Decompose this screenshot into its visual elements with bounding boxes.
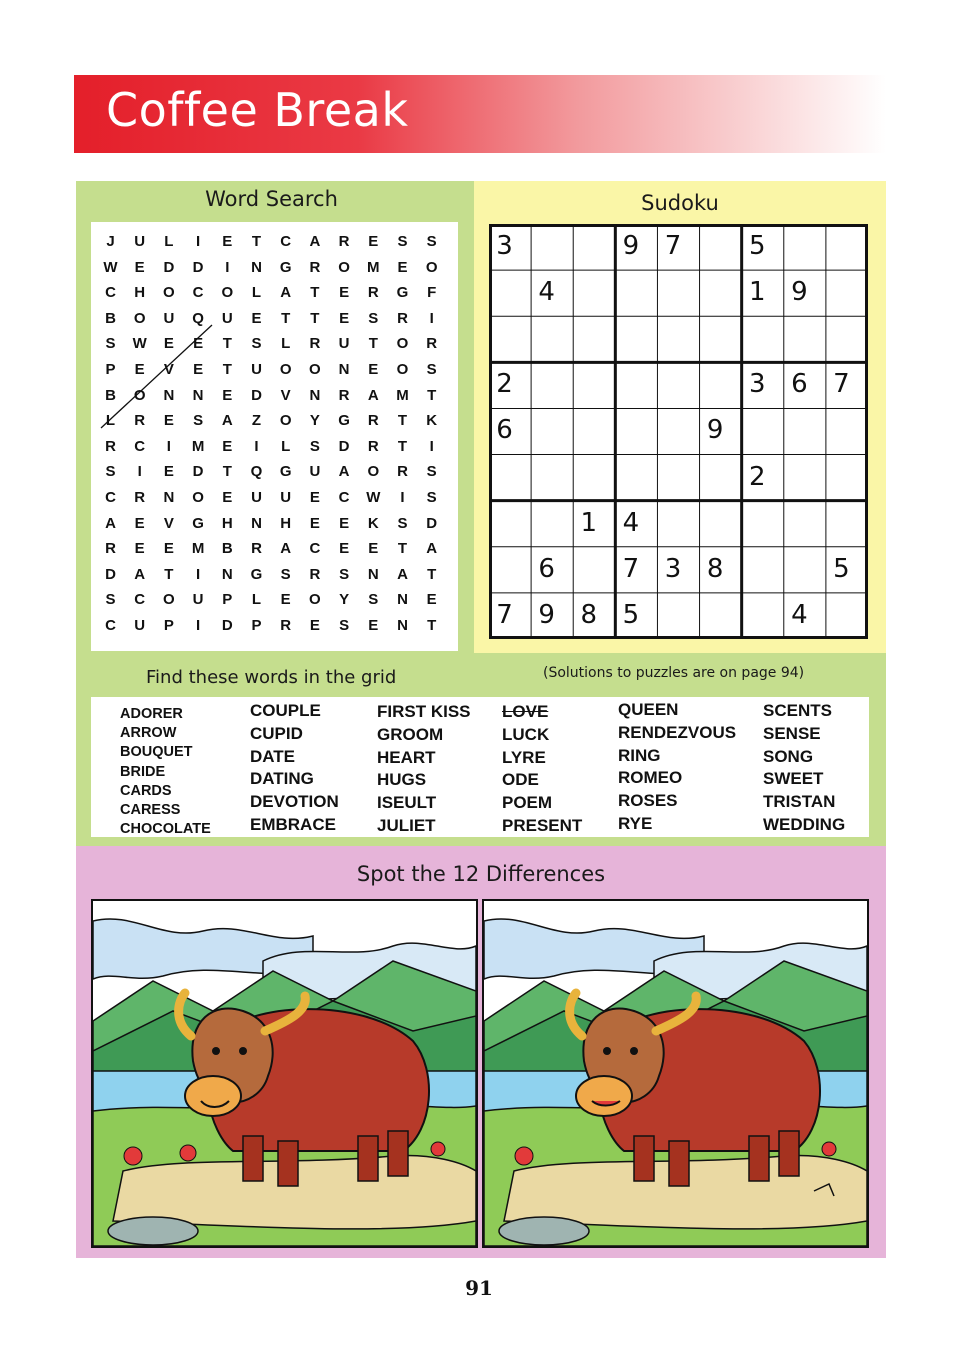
word-search-letter: N bbox=[163, 386, 175, 404]
word-search-letter: Q bbox=[250, 463, 263, 481]
word-search-letter: P bbox=[222, 591, 233, 609]
word-list-item: WEDDING bbox=[763, 814, 846, 834]
word-search-letter: O bbox=[221, 284, 234, 302]
word-search-letter: A bbox=[338, 463, 350, 481]
word-search-letter: E bbox=[134, 361, 145, 378]
word-list-column-6 bbox=[763, 700, 845, 837]
word-search-letter: C bbox=[134, 591, 146, 609]
word-search-letter: R bbox=[397, 309, 408, 327]
word-search-letter: U bbox=[134, 233, 146, 250]
word-list-item: SENSE bbox=[763, 723, 821, 743]
word-search-letter: C bbox=[338, 489, 350, 506]
sudoku-given-digit: 8 bbox=[580, 599, 598, 630]
word-list-item: RYE bbox=[618, 813, 653, 833]
sudoku-given-digit: 5 bbox=[833, 553, 850, 584]
word-search-letter: N bbox=[163, 489, 175, 506]
word-search-letter: E bbox=[134, 514, 145, 532]
word-list-item: RENDEZVOUS bbox=[618, 722, 737, 742]
sudoku-given-digit: 6 bbox=[791, 369, 808, 400]
word-search-letter: R bbox=[367, 437, 379, 455]
word-search-letter: K bbox=[426, 412, 438, 430]
word-list-item: ROMEO bbox=[618, 768, 683, 788]
word-search-letter: Q bbox=[192, 309, 204, 327]
word-search-letter: O bbox=[163, 284, 175, 302]
word-search-letter: A bbox=[134, 565, 146, 583]
word-search-letter: L bbox=[251, 284, 262, 302]
word-search-letter: O bbox=[279, 361, 292, 378]
word-search-letter: S bbox=[105, 335, 116, 353]
word-search-letter: O bbox=[367, 463, 380, 481]
word-search-letter: E bbox=[222, 437, 233, 455]
word-search-letter: T bbox=[222, 463, 232, 481]
word-search-letter: A bbox=[309, 233, 321, 250]
word-search-letter: E bbox=[309, 514, 320, 532]
word-search-letter: G bbox=[396, 284, 409, 302]
word-search-letter: I bbox=[429, 309, 434, 327]
word-search-letter: T bbox=[427, 565, 437, 583]
word-list-item: LYRE bbox=[502, 747, 546, 767]
word-search-letter: O bbox=[133, 386, 146, 404]
word-search-letter: I bbox=[429, 437, 434, 455]
word-search-letter: I bbox=[196, 617, 201, 634]
sudoku-given-digit: 6 bbox=[496, 415, 513, 446]
word-search-letter: N bbox=[251, 258, 262, 276]
find-words-label: Find these words in the grid bbox=[146, 667, 397, 688]
word-list-item: ROSES bbox=[618, 791, 678, 811]
word-search-letter: C bbox=[105, 489, 116, 506]
word-search-letter: D bbox=[221, 617, 233, 634]
word-search-letter: E bbox=[251, 309, 262, 327]
sudoku-given-digit: 9 bbox=[791, 277, 808, 308]
word-search-letter: Y bbox=[339, 591, 350, 609]
word-list-item: CARESS bbox=[120, 802, 181, 819]
word-search-letter: R bbox=[105, 540, 116, 558]
word-search-letter: E bbox=[280, 591, 291, 609]
sudoku-given-digit: 7 bbox=[622, 553, 640, 584]
word-search-letter: S bbox=[426, 489, 437, 506]
word-search-letter: S bbox=[397, 233, 408, 250]
page-header-banner bbox=[74, 75, 886, 153]
sudoku-grid bbox=[489, 224, 868, 639]
word-search-letter: R bbox=[426, 335, 438, 353]
word-list-item: RING bbox=[618, 745, 661, 765]
word-search-letter: E bbox=[397, 258, 408, 276]
word-search-letter: C bbox=[192, 284, 204, 302]
word-list-item: JULIET bbox=[377, 815, 436, 835]
word-search-letter: S bbox=[397, 514, 408, 532]
sudoku-given-digit: 2 bbox=[496, 369, 513, 400]
word-search-letter: N bbox=[192, 386, 204, 404]
word-search-letter: R bbox=[251, 540, 262, 558]
word-search-letter: T bbox=[251, 233, 262, 250]
word-search-letter: H bbox=[221, 514, 233, 532]
sudoku-given-digit: 4 bbox=[538, 277, 555, 308]
sudoku-given-digit: 7 bbox=[496, 599, 513, 630]
word-list-column-1 bbox=[120, 705, 211, 839]
word-list-item: BOUQUET bbox=[120, 744, 193, 761]
word-search-letter: M bbox=[367, 258, 380, 276]
word-search-letter: B bbox=[221, 540, 233, 558]
word-list-item: QUEEN bbox=[618, 700, 679, 719]
word-search-letter: Z bbox=[251, 412, 262, 430]
word-search-letter: S bbox=[426, 361, 437, 378]
word-search-letter: T bbox=[427, 617, 437, 634]
word-search-letter: I bbox=[196, 233, 201, 250]
word-search-letter: O bbox=[163, 591, 175, 609]
word-search-letter: E bbox=[426, 591, 437, 609]
word-search-letter: E bbox=[163, 463, 174, 481]
word-search-letter: T bbox=[397, 437, 408, 455]
sudoku-given-digit: 8 bbox=[706, 553, 724, 584]
word-search-letter: O bbox=[309, 361, 321, 378]
sudoku-given-digit: 9 bbox=[538, 599, 555, 630]
word-search-letter: S bbox=[426, 233, 437, 250]
word-search-letter: E bbox=[222, 386, 233, 404]
word-search-letter: R bbox=[338, 233, 350, 250]
word-list-item: DATING bbox=[250, 769, 314, 789]
word-search-letter: R bbox=[309, 258, 321, 276]
word-search-letter: T bbox=[368, 335, 378, 353]
word-search-letter: E bbox=[134, 540, 145, 558]
sudoku-given-digit: 9 bbox=[706, 415, 724, 446]
word-list-item: EMBRACE bbox=[250, 814, 336, 834]
word-search-letter: B bbox=[105, 386, 116, 404]
word-search-grid bbox=[91, 222, 458, 651]
word-search-letter: E bbox=[339, 309, 350, 327]
word-search-letter: C bbox=[105, 617, 116, 634]
word-search-letter: A bbox=[105, 514, 116, 532]
yak-picture-left bbox=[91, 899, 478, 1248]
word-search-letter: R bbox=[367, 412, 379, 430]
word-list-item: GROOM bbox=[377, 724, 444, 744]
sudoku-given-digit: 5 bbox=[622, 599, 640, 630]
sudoku-given-digit: 7 bbox=[833, 369, 850, 400]
word-search-letter: E bbox=[309, 617, 320, 634]
word-search-letter: L bbox=[281, 335, 291, 353]
word-search-letter: L bbox=[251, 591, 262, 609]
word-search-letter: O bbox=[338, 258, 350, 276]
word-search-letter: T bbox=[164, 565, 174, 583]
word-search-letter: A bbox=[367, 386, 379, 404]
word-search-letter: I bbox=[166, 437, 171, 455]
word-search-letter: O bbox=[396, 335, 409, 353]
word-list-column-2 bbox=[250, 700, 339, 837]
word-search-letter: C bbox=[105, 284, 116, 302]
word-search-letter: D bbox=[192, 463, 204, 481]
word-search-letter: N bbox=[251, 514, 262, 532]
sudoku-given-digit: 1 bbox=[748, 277, 766, 308]
sudoku-given-digit: 4 bbox=[622, 507, 640, 538]
sudoku-given-digit: 1 bbox=[580, 507, 598, 538]
word-search-letter: U bbox=[251, 489, 262, 506]
word-list-item: DATE bbox=[250, 746, 296, 766]
word-search-letter: K bbox=[367, 514, 379, 532]
word-search-letter: T bbox=[397, 540, 408, 558]
word-search-letter: D bbox=[251, 386, 262, 404]
word-search-letter: S bbox=[368, 591, 379, 609]
word-search-letter: G bbox=[279, 463, 292, 481]
word-search-letter: S bbox=[339, 565, 350, 583]
word-search-letter: A bbox=[280, 540, 292, 558]
word-search-letter: R bbox=[309, 565, 321, 583]
sudoku-given-digit: 5 bbox=[748, 231, 766, 261]
word-search-letter: E bbox=[134, 258, 145, 276]
word-list-item: TRISTAN bbox=[763, 792, 836, 812]
word-search-letter: A bbox=[397, 565, 408, 583]
word-search-letter: I bbox=[254, 437, 259, 455]
word-search-letter: E bbox=[309, 489, 320, 506]
word-search-letter: J bbox=[106, 233, 115, 250]
word-search-letter: U bbox=[192, 591, 204, 609]
word-search-letter: S bbox=[193, 412, 204, 430]
word-list-item: COUPLE bbox=[250, 701, 321, 720]
word-search-letter: E bbox=[163, 412, 174, 430]
word-search-letter: S bbox=[280, 565, 291, 583]
word-search-letter: T bbox=[222, 335, 232, 353]
word-search-letter: Y bbox=[309, 412, 320, 430]
word-search-title: Word Search bbox=[205, 187, 338, 211]
word-search-letter: F bbox=[427, 284, 437, 302]
word-search-letter: A bbox=[426, 540, 438, 558]
word-search-letter: M bbox=[396, 386, 409, 404]
word-search-letter: N bbox=[338, 361, 350, 378]
word-search-letter: R bbox=[309, 335, 321, 353]
word-search-letter: V bbox=[163, 361, 174, 378]
word-search-letter: R bbox=[134, 489, 146, 506]
word-search-letter: L bbox=[281, 437, 291, 455]
word-search-letter: E bbox=[193, 361, 204, 378]
word-search-letter: U bbox=[338, 335, 350, 353]
word-search-letter: R bbox=[338, 386, 350, 404]
sudoku-given-digit: 3 bbox=[664, 553, 682, 584]
word-list-item: POEM bbox=[502, 793, 553, 813]
word-search-letter: I bbox=[225, 258, 230, 276]
word-search-letter: N bbox=[397, 591, 408, 609]
word-search-letter: C bbox=[280, 233, 292, 250]
word-search-letter: W bbox=[103, 258, 118, 276]
word-search-letter: C bbox=[309, 540, 321, 558]
word-list-item: HUGS bbox=[377, 770, 427, 790]
word-search-letter: M bbox=[191, 540, 205, 558]
word-search-letter: S bbox=[105, 463, 116, 481]
word-list-item: SONG bbox=[763, 746, 814, 766]
sudoku-given-digit: 9 bbox=[622, 231, 640, 261]
sudoku-given-digit: 3 bbox=[496, 231, 513, 261]
word-search-letter: S bbox=[368, 309, 379, 327]
word-search-letter: E bbox=[368, 617, 379, 634]
word-search-letter: D bbox=[105, 565, 116, 583]
word-search-letter: S bbox=[105, 591, 116, 609]
word-search-letter: E bbox=[368, 233, 379, 250]
word-search-letter: O bbox=[396, 361, 409, 378]
word-search-letter: O bbox=[192, 489, 204, 506]
word-list-column-5 bbox=[618, 699, 736, 836]
word-search-letter: U bbox=[134, 617, 146, 634]
word-search-letter: E bbox=[163, 540, 174, 558]
word-search-letter: N bbox=[221, 565, 233, 583]
word-search-letter: U bbox=[251, 361, 262, 378]
word-search-letter: O bbox=[309, 591, 321, 609]
word-search-letter: N bbox=[309, 386, 321, 404]
word-search-letter: G bbox=[279, 258, 292, 276]
word-list-item: SWEET bbox=[763, 769, 824, 789]
word-search-letter: T bbox=[427, 386, 437, 404]
word-list-item: DEVOTION bbox=[250, 792, 339, 812]
word-search-letter: L bbox=[105, 412, 116, 430]
word-list-item: CHOCOLATE bbox=[120, 821, 211, 838]
word-search-letter: T bbox=[310, 309, 320, 327]
word-search-letter: I bbox=[137, 463, 142, 481]
word-search-letter: E bbox=[368, 540, 379, 558]
word-search-letter: O bbox=[279, 412, 292, 430]
word-search-letter: R bbox=[367, 284, 379, 302]
word-search-letter: V bbox=[280, 386, 291, 404]
sudoku-given-digit: 4 bbox=[791, 599, 808, 630]
word-search-letter: B bbox=[105, 309, 116, 327]
word-search-letter: P bbox=[251, 617, 262, 634]
word-search-letter: G bbox=[250, 565, 263, 583]
word-search-letter: G bbox=[338, 412, 350, 430]
word-list-item: ODE bbox=[502, 770, 539, 790]
word-list-item: SCENTS bbox=[763, 701, 832, 720]
word-search-letter: P bbox=[105, 361, 116, 378]
word-search-letter: H bbox=[280, 514, 292, 532]
word-search-letter: I bbox=[400, 489, 405, 506]
page-number: 91 bbox=[465, 1276, 493, 1300]
yak-picture-right bbox=[482, 899, 869, 1248]
word-list-item: ARROW bbox=[120, 725, 177, 742]
word-search-letter: I bbox=[196, 565, 201, 583]
word-search-letter: U bbox=[309, 463, 321, 481]
word-search-letter: G bbox=[192, 514, 204, 532]
word-search-letter: E bbox=[222, 489, 233, 506]
word-search-letter: E bbox=[339, 514, 350, 532]
word-search-letter: R bbox=[397, 463, 408, 481]
word-search-letter: E bbox=[368, 361, 379, 378]
word-list-item: ISEULT bbox=[377, 793, 437, 813]
word-search-letter: T bbox=[281, 309, 291, 327]
word-list-item: ADORER bbox=[120, 706, 183, 722]
word-search-letter: D bbox=[192, 258, 204, 276]
sudoku-given-digit: 6 bbox=[538, 553, 555, 584]
word-search-letter: S bbox=[309, 437, 320, 455]
word-search-letter: W bbox=[366, 489, 381, 506]
word-search-letter: T bbox=[222, 361, 232, 378]
word-list-item: LUCK bbox=[502, 724, 550, 744]
word-search-letter: U bbox=[280, 489, 292, 506]
word-list-box bbox=[91, 697, 869, 837]
word-search-letter: R bbox=[134, 412, 146, 430]
word-search-letter: H bbox=[134, 284, 146, 302]
word-search-letter: W bbox=[132, 335, 147, 353]
word-list-item: HEART bbox=[377, 747, 436, 767]
solutions-note: (Solutions to puzzles are on page 94) bbox=[543, 665, 805, 681]
word-search-letter: N bbox=[397, 617, 408, 634]
word-list-column-4 bbox=[502, 701, 582, 838]
word-search-letter: L bbox=[164, 233, 174, 250]
page-title: Coffee Break bbox=[106, 83, 409, 137]
word-search-letter: U bbox=[221, 309, 233, 327]
word-search-letter: O bbox=[133, 309, 146, 327]
word-list-item: CARDS bbox=[120, 782, 172, 799]
word-search-letter: E bbox=[222, 233, 233, 250]
word-list-item: BRIDE bbox=[120, 763, 166, 780]
word-search-letter: S bbox=[426, 463, 437, 481]
word-search-letter: D bbox=[163, 258, 175, 276]
word-search-letter: O bbox=[425, 258, 438, 276]
word-list-item: PRESENT bbox=[502, 815, 583, 835]
sudoku-given-digit: 3 bbox=[748, 369, 766, 400]
word-list-item: CUPID bbox=[250, 723, 303, 743]
word-search-letter: M bbox=[191, 437, 205, 455]
word-search-letter: P bbox=[163, 617, 174, 634]
word-search-letter: V bbox=[163, 514, 174, 532]
word-list-item: FIRST KISS bbox=[377, 702, 471, 721]
word-search-letter: S bbox=[339, 617, 350, 634]
word-search-letter: N bbox=[367, 565, 379, 583]
spot-differences-title: Spot the 12 Differences bbox=[356, 862, 606, 886]
word-search-letter: T bbox=[397, 412, 408, 430]
word-search-letter: D bbox=[338, 437, 350, 455]
word-list-column-3 bbox=[377, 701, 471, 838]
word-list-item: LOVE bbox=[502, 702, 549, 721]
word-search-letter: T bbox=[310, 284, 320, 302]
word-search-letter: R bbox=[280, 617, 292, 634]
sudoku-given-digit: 2 bbox=[748, 461, 766, 492]
word-search-letter: A bbox=[280, 284, 292, 302]
word-search-letter: A bbox=[221, 412, 233, 430]
word-search-letter: S bbox=[251, 335, 262, 353]
sudoku-title: Sudoku bbox=[641, 191, 719, 215]
word-search-letter: C bbox=[134, 437, 146, 455]
word-search-letter: R bbox=[105, 437, 116, 455]
word-search-letter: E bbox=[193, 335, 204, 353]
word-search-letter: E bbox=[339, 540, 350, 558]
word-search-letter: D bbox=[426, 514, 438, 532]
word-search-letter: E bbox=[339, 284, 350, 302]
word-search-letter: E bbox=[163, 335, 174, 353]
sudoku-given-digit: 7 bbox=[664, 231, 682, 261]
word-search-letter: U bbox=[163, 309, 175, 327]
